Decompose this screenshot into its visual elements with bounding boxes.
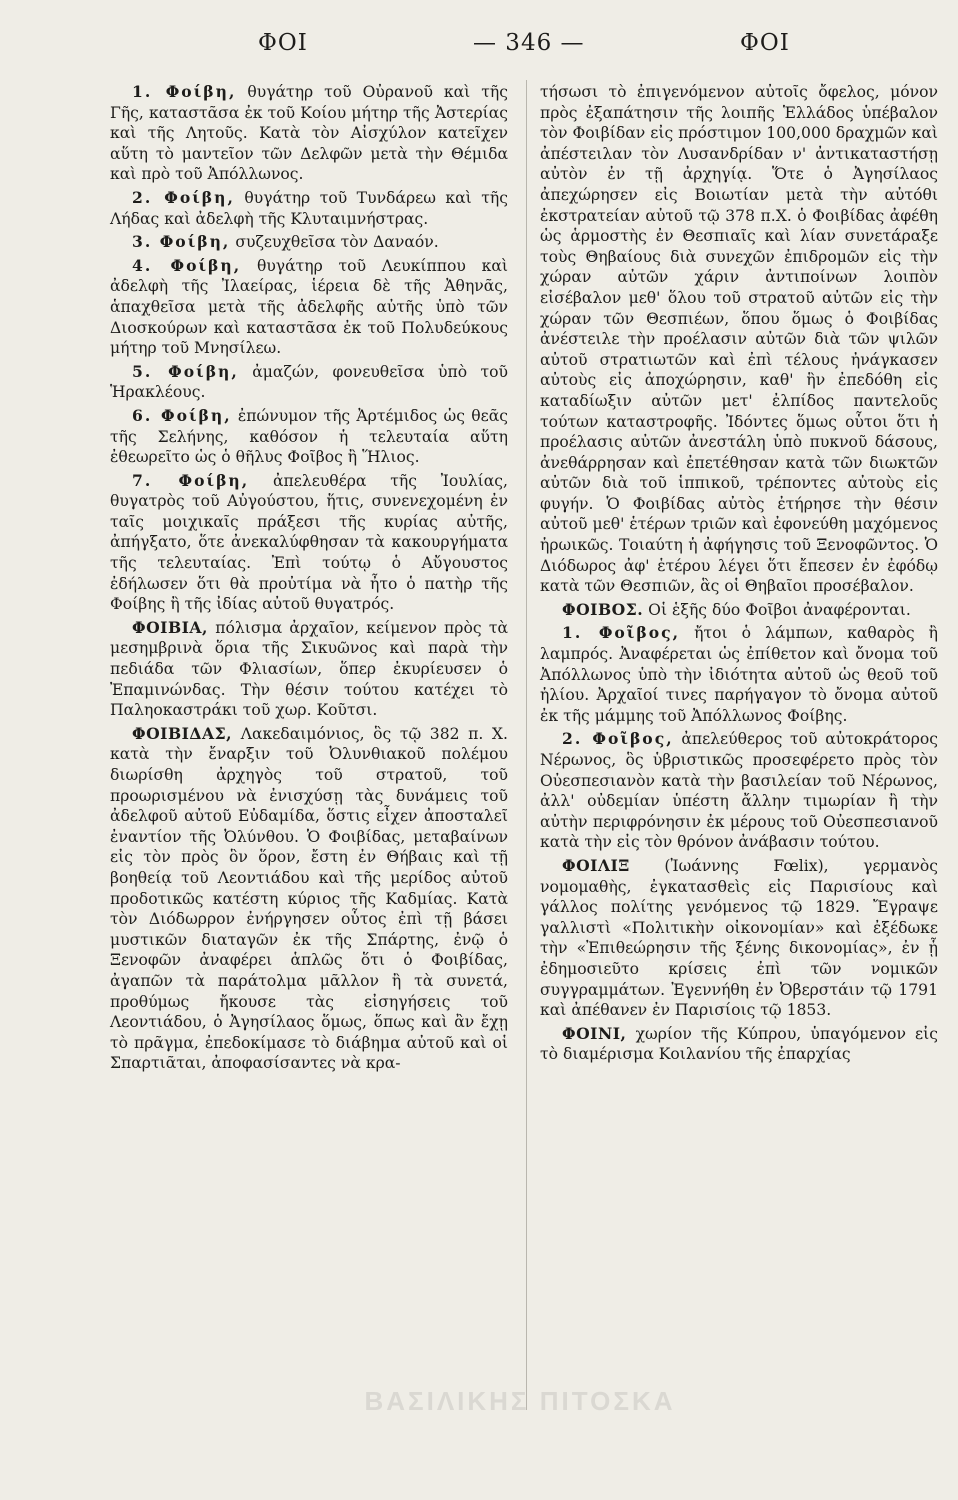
entry-text: τήσωσι τὸ ἐπιγενόμενον αὐτοῖς ὄφελος, μόνον πρὸς ἐξαπάτησιν τῆς λοιπῆς Ἑλλάδος ὑπέβαλον τὸν Φοιβίδαν εἰς πρόστιμον 100,000 δραχμῶν καὶ ἀπέστειλαν τὸν Λυσανδρίδαν ν' ἀντικαταστήσῃ αὐτὸν ἐν τῇ ἀρχηγίᾳ. Ὅτε ὁ Ἀγησίλαος ἀπεχώρησεν εἰς Βοιωτίαν μετὰ τὴν αὐτόθι ἐκστρατείαν αὐτοῦ τῷ 378 π.Χ. ὁ Φοιβίδας ἀφέθη ὡς ἁρμοστὴς ἐν Θεσπιαῖς καὶ λίαν συνετάραξε τοὺς Θηβαίους διὰ συνεχῶν ἐπιδρομῶν εἰς τὴν χώραν αὐτῶν χάριν ἀντιποίνων λοιπὸν εἰσέβαλον μεθ' ὅλου τοῦ στρατοῦ αὐτῶν εἰς τὴν χώραν τῶν Θεσπιέων, ὅπου ὅμως ὁ Φοιβίδας ἀνέστειλε τὴν προέλασιν αὐτῶν διὰ τῶν ψιλῶν αὐτοῦ στρατιωτῶν καὶ ἐπὶ τέλους ἠνάγκασεν αὐτοὺς εἰς ἀποχώρησιν, καθ' ἣν ἐπεδόθη εἰς καταδίωξιν αὐτῶν μετ' ἐλπίδος παντελοῦς τούτων καταστροφῆς. Ἰδόντες ὅμως οὗτοι ὅτι ἡ προέλασις αὐτῶν ἀνεστάλη ὑπὸ πυκνοῦ δάσους, ἀνεθάρρησαν καὶ ἐπετέθησαν κατὰ τῶν διωκτῶν αὐτῶν διὰ τοῦ ἱππικοῦ, τρέποντες αὐτοὺς εἰς φυγήν. Ὁ Φοιβίδας αὐτὸς ἐτήρησε τὴν θέσιν αὐτοῦ μεθ' ἑτέρων τριῶν καὶ ἐφονεύθη μαχόμενος ἡρωικῶς. Τοιαύτη ἡ ἀφήγησις τοῦ Ξενοφῶντος. Ὁ Διόδωρος ἀφ' ἑτέρου λέγει ὅτι ἔπεσεν ἐν ἐφόδῳ κατὰ τῶν Θεσπιῶν, ἃς οἱ Θηβαῖοι προσέβαλον. xyxy=(540,83,938,596)
entry-text: θυγάτηρ τοῦ Λευκίππου καὶ ἀδελφὴ τῆς Ἰλαείρας, ἱέρεια δὲ τῆς Ἀθηνᾶς, ἁπαχθεῖσα μετὰ τῆς ἀδελφῆς αὐτῆς ὑπὸ τῶν Διοσκούρων καὶ καταστᾶσα ἐκ τοῦ Πολυδεύκους μήτηρ τοῦ Μνησίλεω. xyxy=(110,256,508,358)
entry-headword: ΦΟΙΒΙΔΑΣ, xyxy=(132,723,233,743)
entry-text: θυγάτηρ τοῦ Τυνδάρεω καὶ τῆς Λήδας καὶ ἀδελφὴ τῆς Κλυταιμνήστρας. xyxy=(110,188,508,228)
entry-headword: ΦΟΙΝΙ, xyxy=(562,1023,627,1043)
entry-headword: ΦΟΙΒΙΑ, xyxy=(132,617,208,637)
entry-text: ἤτοι ὁ λάμπων, καθαρὸς ἢ λαμπρός. Ἀναφέρεται ὡς ἐπίθετον καὶ ὄνομα τοῦ Ἀπόλλωνος ὑπὸ τὴν ἰδιότητα αὐτοῦ ὡς θεοῦ τοῦ ἡλίου. Ἀρχαῖοί τινες παρήγαγον τὸ ὄνομα αὐτοῦ ἐκ τῆς μάμμης τοῦ Ἀπόλλωνος Φοίβης. xyxy=(540,624,938,725)
entry-text: συζευχθεῖσα τὸν Δαναόν. xyxy=(235,233,439,252)
entry-foini xyxy=(540,1024,938,1065)
entry-headword: ΦΟΙΛΙΞ xyxy=(562,855,630,875)
watermark-text: ΒΑΣΙΛΙΚΗΣ ΠΙΤΟΣΚΑ xyxy=(364,1386,676,1416)
entry-text: θυγάτηρ τοῦ Οὐρανοῦ καὶ τῆς Γῆς, καταστᾶσα ἐκ τοῦ Κοίου μήτηρ τῆς Ἀστερίας καὶ τῆς Λητοῦς. Κατὰ τὸν Αἰσχύλον κατεῖχεν αὕτη τὸ μαντεῖον τῶν Δελφῶν μετὰ τὴν Θέμιδα καὶ πρὸ τοῦ Ἀπόλλωνος. xyxy=(110,83,508,184)
entry-foibi-3 xyxy=(110,232,508,253)
header-right-keyword: ΦΟΙ xyxy=(740,30,790,56)
entry-headword: 4. Φοίβη, xyxy=(132,255,242,275)
entry-text: ἀμαζών, φονευθεῖσα ὑπὸ τοῦ Ἡρακλέους. xyxy=(110,362,508,402)
entry-foibos-2 xyxy=(540,729,938,853)
entry-foibidas-continued xyxy=(540,82,938,597)
header-left-keyword: ΦΟΙ xyxy=(258,30,308,56)
entry-foibi-7 xyxy=(110,471,508,615)
entry-headword: 2. Φοῖβος, xyxy=(562,729,674,749)
entry-foilix xyxy=(540,856,938,1021)
right-column xyxy=(540,82,938,1068)
entry-foibidas xyxy=(110,724,508,1074)
entry-foibos xyxy=(540,600,938,621)
entry-foibi-4 xyxy=(110,256,508,359)
entry-headword: 7. Φοίβη, xyxy=(132,470,250,490)
entry-text: ἐπώνυμον τῆς Ἀρτέμιδος ὡς θεᾶς τῆς Σελήνης, καθόσον ἡ τελευταία αὕτη ἐθεωρεῖτο ὡς ὁ θῆλυς Φοῖβος ἢ Ἥλιος. xyxy=(110,406,508,467)
entry-headword: 6. Φοίβη, xyxy=(132,405,232,425)
entry-foibos-1 xyxy=(540,623,938,726)
entry-text: πόλισμα ἀρχαῖον, κείμενον πρὸς τὰ μεσημβρινὰ ὅρια τῆς Σικυῶνος καὶ παρὰ τὴν πεδιάδα τῶν Φλιασίων, ὅπερ ἐκυρίευσεν ὁ Ἐπαμινώνδας. Τὴν θέσιν τούτου κατέχει τὸ Παληοκαστράκι τοῦ χωρ. Κοῦτσι. xyxy=(110,618,508,720)
left-column xyxy=(110,82,508,1077)
entry-text: Οἱ ἑξῆς δύο Φοῖβοι ἀναφέρονται. xyxy=(648,600,911,619)
entry-text: Λακεδαιμόνιος, ὃς τῷ 382 π. Χ. κατὰ τὴν ἔναρξιν τοῦ Ὀλυνθιακοῦ πολέμου διωρίσθη ἀρχηγὸς τοῦ στρατοῦ, τοῦ προωρισμένου νὰ ἐνισχύσῃ τὰς δυνάμεις τοῦ ἀδελφοῦ αὐτοῦ Εὐδαμίδα, ὅστις εἶχεν ἀποσταλεῖ ἐναντίον τῆς Ὀλύνθου. Ὁ Φοιβίδας, μεταβαίνων εἰς τὸν πρὸς ὃν ὅρον, ἔστη ἐν Θήβαις καὶ τῇ βοηθείᾳ τοῦ Λεοντιάδου καὶ τῆς μερίδος αὐτοῦ προδοτικῶς κατέστη κύριος τῆς Καδμίας. Κατὰ τὸν Διόδωρρον ἐνήργησεν οὗτος ἐπὶ τῇ βάσει μυστικῶν διαταγῶν ἐκ τῆς Σπάρτης, ἐνῷ ὁ Ξενοφῶν ἀναφέρει ἁπλῶς ὅτι ὁ Φοιβίδας, ἀγαπῶν τὰ παράτολμα μᾶλλον ἢ τὰ συνετά, προθύμως ἤκουσε τὰς εἰσηγήσεις τοῦ Λεοντιάδου, ὁ Ἀγησίλαος ὅμως, ὅπως καὶ ἂν ἔχῃ τὸ πρᾶγμα, ἐπεδοκίμασε τὸ διάβημα αὐτοῦ καὶ οἱ Σπαρτιᾶται, ἀποφασίσαντες νὰ κρα- xyxy=(110,724,508,1073)
entry-foibi-1 xyxy=(110,82,508,185)
entry-foibi-5 xyxy=(110,362,508,403)
entry-foibia xyxy=(110,618,508,721)
entry-text: χωρίον τῆς Κύπρου, ὑπαγόμενον εἰς τὸ διαμέρισμα Κοιλανίου τῆς ἐπαρχίας xyxy=(540,1024,938,1064)
entry-headword: 3. Φοίβη, xyxy=(132,232,231,252)
entry-headword: 1. Φοῖβος, xyxy=(562,623,681,643)
entry-headword: ΦΟΙΒΟΣ. xyxy=(562,599,644,619)
page-header xyxy=(100,30,820,70)
entry-foibi-2 xyxy=(110,188,508,229)
page-number: — 346 — xyxy=(473,30,585,56)
entry-text: ἀπελευθέρα τῆς Ἰουλίας, θυγατρὸς τοῦ Αὐγούστου, ἥτις, συνενεχομένη ἐν ταῖς μοιχικαῖς πράξεσι τῆς κυρίας αὐτῆς, ἀπήγξατο, ὅτε ἀνεκαλύφθησαν τὰ κακουργήματα τῆς τελευταίας. Ἐπὶ τούτῳ ὁ Αὔγουστος ἐδήλωσεν ὅτι θὰ προὐτίμα νὰ ἦτο ὁ πατὴρ τῆς Φοίβης ἢ τῆς ἰδίας αὐτοῦ θυγατρός. xyxy=(110,471,508,614)
entry-text: ἀπελεύθερος τοῦ αὐτοκράτορος Νέρωνος, ὃς ὑβριστικῶς προσεφέρετο πρὸς τὸν Οὐεσπεσιανὸν κατὰ τὴν βασιλείαν τοῦ Νέρωνος, ἀλλ' οὐδεμίαν ὑπέστη ἄλλην τιμωρίαν ἢ τὴν αὐτὴν περιφρόνησιν ἐκ μέρους τοῦ Οὐεσπεσιανοῦ κατὰ τὴν εἰς τὸν θρόνον ἀνάβασιν τούτου. xyxy=(540,730,938,852)
entry-text: (Ἰωάννης Fœlix), γερμανὸς νομομαθὴς, ἐγκατασθεὶς εἰς Παρισίους καὶ γάλλος πολίτης γενόμενος τῷ 1829. Ἔγραψε γαλλιστὶ «Πολιτικὴν οἰκονομίαν» καὶ ἐξέδωκε τὴν «Ἐπιθεώρησιν τῆς ξένης δικονομίας», ἐν ᾗ ἐδημοσιεῦτο κρίσεις ἐπὶ τῶν νομικῶν συγγραμμάτων. Ἐγεννήθη ἐν Ὀβερστάιν τῷ 1791 καὶ ἀπέθανεν ἐν Παρισίοις τῷ 1853. xyxy=(540,856,938,1020)
entry-headword: 1. Φοίβη, xyxy=(132,82,237,101)
entry-headword: 5. Φοίβη, xyxy=(132,361,239,381)
entry-foibi-6 xyxy=(110,406,508,468)
column-divider xyxy=(526,80,527,1410)
entry-headword: 2. Φοίβη, xyxy=(132,187,235,207)
